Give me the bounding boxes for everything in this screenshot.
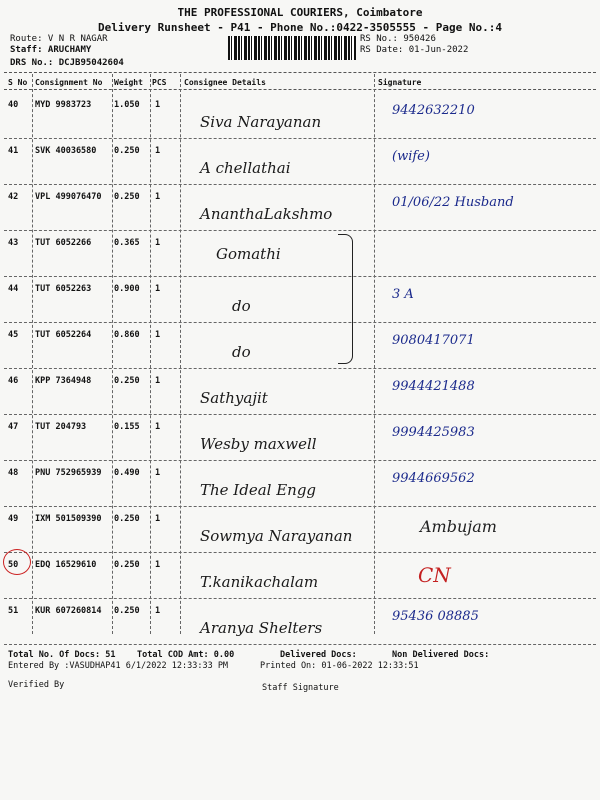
entered-by: Entered By :VASUDHAP41 6/1/2022 12:33:33 PM (8, 661, 229, 671)
weight: 0.250 (114, 514, 140, 524)
consignment-no: TUT 204793 (35, 422, 87, 432)
total-docs: Total No. Of Docs: 51 (8, 650, 116, 660)
verified-by: Verified By (8, 680, 65, 690)
table-row (0, 415, 600, 461)
weight: 0.900 (114, 284, 140, 294)
consignee-name: Sowmya Narayanan (200, 527, 353, 545)
consignment-no: KUR 607260814 (35, 606, 102, 616)
consignee-name: Sathyajit (200, 389, 268, 407)
pcs: 1 (155, 192, 161, 202)
signature: 3 A (392, 287, 414, 302)
signature: CN (418, 563, 451, 587)
printed-on: Printed On: 01-06-2022 12:33:51 (260, 661, 419, 671)
delivered-docs: Delivered Docs: (280, 650, 357, 660)
weight: 0.155 (114, 422, 140, 432)
signature: 9994425983 (392, 425, 475, 440)
bracket-mark (338, 234, 353, 364)
sno: 51 (8, 606, 19, 616)
consignment-no: MYD 9983723 (35, 100, 92, 110)
sno: 40 (8, 100, 19, 110)
consignment-no: KPP 7364948 (35, 376, 92, 386)
column-divider (4, 89, 596, 90)
sno: 50 (8, 560, 19, 570)
signature: 9080417071 (392, 333, 475, 348)
consignment-no: PNU 752965939 (35, 468, 102, 478)
table-row (0, 323, 600, 369)
sno: 46 (8, 376, 19, 386)
signature: 9944421488 (392, 379, 475, 394)
weight: 0.250 (114, 146, 140, 156)
table-row (0, 553, 600, 599)
non-delivered-docs: Non Delivered Docs: (392, 650, 490, 660)
runsheet-subtitle: Delivery Runsheet - P41 - Phone No.:0422-3505555 - Page No.:4 (98, 21, 502, 34)
signature: Ambujam (420, 517, 497, 536)
col-sno: S No (8, 78, 28, 87)
weight: 0.250 (114, 606, 140, 616)
col-consignment: Consignment No (35, 78, 103, 87)
consignment-no: EDQ 16529610 (35, 560, 97, 570)
rs-number: RS No.: 950426 (360, 34, 436, 44)
rs-date: RS Date: 01-Jun-2022 (360, 45, 469, 55)
table-row (0, 231, 600, 277)
sno: 49 (8, 514, 19, 524)
pcs: 1 (155, 146, 161, 156)
weight: 0.250 (114, 560, 140, 570)
signature: 95436 08885 (392, 609, 479, 624)
staff-signature: Staff Signature (262, 683, 339, 693)
barcode (228, 36, 356, 60)
pcs: 1 (155, 284, 161, 294)
consignment-no: TUT 6052263 (35, 284, 92, 294)
sno: 41 (8, 146, 19, 156)
pcs: 1 (155, 422, 161, 432)
consignment-no: SVK 40036580 (35, 146, 97, 156)
signature: 9944669562 (392, 471, 475, 486)
consignee-name: Siva Narayanan (200, 113, 322, 131)
consignment-no: VPL 499076470 (35, 192, 102, 202)
total-cod: Total COD Amt: 0.00 (137, 650, 235, 660)
consignment-no: TUT 6052266 (35, 238, 92, 248)
weight: 0.490 (114, 468, 140, 478)
col-weight: Weight (114, 78, 143, 87)
pcs: 1 (155, 468, 161, 478)
pcs: 1 (155, 238, 161, 248)
sno: 44 (8, 284, 19, 294)
consignee-name: do (232, 297, 251, 315)
table-row (0, 185, 600, 231)
sno: 48 (8, 468, 19, 478)
col-signature: Signature (378, 78, 422, 87)
pcs: 1 (155, 606, 161, 616)
signature: 9442632210 (392, 103, 475, 118)
consignee-name: do (232, 343, 251, 361)
col-pcs: PCS (152, 78, 167, 87)
consignee-name: AnanthaLakshmo (200, 205, 333, 223)
table-row (0, 93, 600, 139)
row-divider (4, 644, 596, 645)
consignee-name: Wesby maxwell (200, 435, 317, 453)
consignment-no: IXM 501509390 (35, 514, 102, 524)
route-label: Route: V N R NAGAR (10, 34, 108, 44)
sno: 45 (8, 330, 19, 340)
table-row (0, 369, 600, 415)
weight: 0.365 (114, 238, 140, 248)
pcs: 1 (155, 560, 161, 570)
signature: 01/06/22 Husband (392, 195, 514, 210)
consignee-name: T.kanikachalam (200, 573, 319, 591)
col-consignee: Consignee Details (184, 78, 266, 87)
company-title: THE PROFESSIONAL COURIERS, Coimbatore (177, 6, 423, 19)
weight: 0.250 (114, 192, 140, 202)
consignee-name: A chellathai (200, 159, 291, 177)
sno: 47 (8, 422, 19, 432)
pcs: 1 (155, 330, 161, 340)
sno: 42 (8, 192, 19, 202)
table-row (0, 139, 600, 185)
sno: 43 (8, 238, 19, 248)
drs-number: DRS No.: DCJB95042604 (10, 58, 124, 68)
consignment-no: TUT 6052264 (35, 330, 92, 340)
pcs: 1 (155, 514, 161, 524)
consignee-name: Gomathi (216, 245, 281, 263)
table-row (0, 599, 600, 645)
table-row (0, 277, 600, 323)
red-circle-mark (3, 549, 31, 575)
signature: (wife) (392, 149, 430, 164)
table-row (0, 507, 600, 553)
consignee-name: The Ideal Engg (200, 481, 317, 499)
header-divider (4, 72, 596, 73)
staff-label: Staff: ARUCHAMY (10, 45, 92, 55)
weight: 1.050 (114, 100, 140, 110)
pcs: 1 (155, 376, 161, 386)
consignee-name: Aranya Shelters (200, 619, 323, 637)
weight: 0.860 (114, 330, 140, 340)
table-row (0, 461, 600, 507)
pcs: 1 (155, 100, 161, 110)
weight: 0.250 (114, 376, 140, 386)
